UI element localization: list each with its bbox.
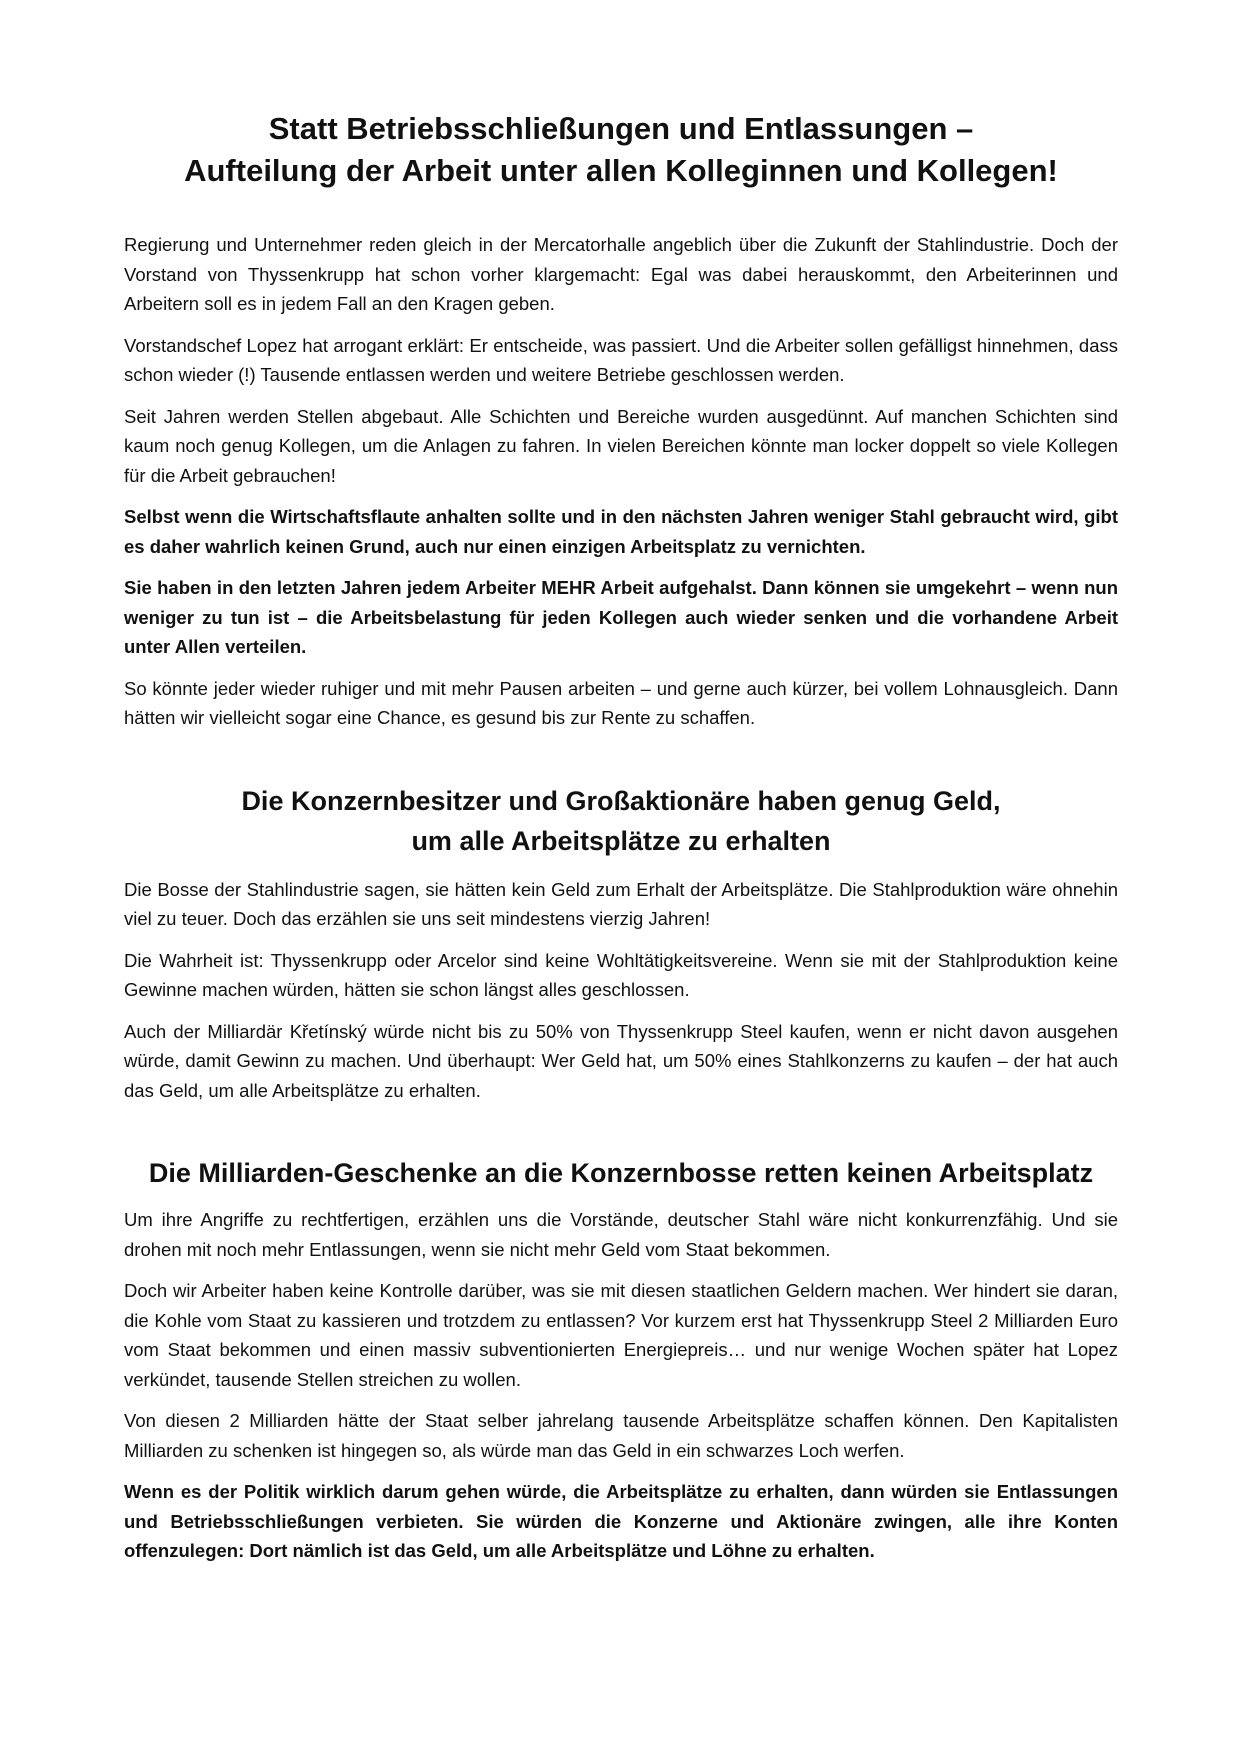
paragraph: Um ihre Angriffe zu rechtfertigen, erzählen uns die Vorstände, deutscher Stahl wäre nicht konkurrenzfähig. Und sie drohen mit noch mehr Entlassungen, wenn sie nicht mehr Geld vom Staat bekommen.	[124, 1209, 1118, 1260]
paragraph: So könnte jeder wieder ruhiger und mit mehr Pausen arbeiten – und gerne auch kürzer, bei vollem Lohnausgleich. Dann hätten wir vielleicht sogar eine Chance, es gesund bis zur Rente zu schaffen.	[124, 677, 1118, 728]
paragraph: Die Wahrheit ist: Thyssenkrupp oder Arcelor sind keine Wohltätigkeitsvereine. Wenn sie mit der Stahlproduktion keine Gewinne machen würden, hätten sie schon längst alles geschlossen.	[124, 949, 1118, 1000]
page-title-line-2: Aufteilung der Arbeit unter allen Kolleginnen und Kollegen!	[184, 153, 1058, 188]
section-konzernbesitzer	[124, 781, 1118, 1106]
bold-paragraph: Selbst wenn die Wirtschaftsflaute anhalten sollte und in den nächsten Jahren weniger Stahl gebraucht wird, gibt es daher wahrlich keinen Grund, auch nur einen einzigen Arbeitsplatz zu vernichten.	[124, 506, 1118, 557]
page-title-line-1: Statt Betriebsschließungen und Entlassungen –	[268, 111, 974, 146]
paragraph: Die Bosse der Stahlindustrie sagen, sie hätten kein Geld zum Erhalt der Arbeitsplätze. Die Stahlproduktion wäre ohnehin viel zu teuer. Doch das erzählen sie uns seit mindestens vierzig Jahren!	[124, 878, 1118, 929]
section-intro	[124, 230, 1118, 733]
section-milliarden-geschenke	[124, 1153, 1118, 1566]
section-heading	[124, 781, 1118, 861]
page-title	[124, 108, 1118, 192]
section-heading-line-2: um alle Arbeitsplätze zu erhalten	[411, 825, 831, 856]
paragraph: Doch wir Arbeiter haben keine Kontrolle darüber, was sie mit diesen staatlichen Geldern machen. Wer hindert sie daran, die Kohle vom Staat zu kassieren und trotzdem zu entlassen? Vor kurzem erst hat Thyssenkrupp Steel 2 Milliarden Euro vom Staat bekommen und einen massiv subventionierten Energiepreis… und nur wenige Wochen später hat Lopez verkündet, tausende Stellen streichen zu wollen.	[124, 1280, 1118, 1390]
paragraph: Regierung und Unternehmer reden gleich in der Mercatorhalle angeblich über die Zukunft der Stahlindustrie. Doch der Vorstand von Thyssenkrupp hat schon vorher klargemacht: Egal was dabei herauskommt, den Arbeiterinnen und Arbeitern soll es in jedem Fall an den Kragen geben.	[124, 234, 1118, 314]
section-heading: Die Milliarden-Geschenke an die Konzernbosse retten keinen Arbeitsplatz	[148, 1158, 1094, 1188]
section-heading-line-1: Die Konzernbesitzer und Großaktionäre haben genug Geld,	[241, 785, 1001, 816]
bold-paragraph: Wenn es der Politik wirklich darum gehen würde, die Arbeitsplätze zu erhalten, dann würden sie Entlassungen und Betriebsschließungen verbieten. Sie würden die Konzerne und Aktionäre zwingen, alle ihre Konten offenzulegen: Dort nämlich ist das Geld, um alle Arbeitsplätze und Löhne zu erhalten.	[124, 1481, 1118, 1561]
bold-paragraph: Sie haben in den letzten Jahren jedem Arbeiter MEHR Arbeit aufgehalst. Dann können sie umgekehrt – wenn nun weniger zu tun ist – die Arbeitsbelastung für jeden Kollegen auch wieder senken und die vorhandene Arbeit unter Allen verteilen.	[124, 577, 1118, 657]
paragraph: Seit Jahren werden Stellen abgebaut. Alle Schichten und Bereiche wurden ausgedünnt. Auf manchen Schichten sind kaum noch genug Kollegen, um die Anlagen zu fahren. In vielen Bereichen könnte man locker doppelt so viele Kollegen für die Arbeit gebrauchen!	[124, 405, 1118, 486]
paragraph: Von diesen 2 Milliarden hätte der Staat selber jahrelang tausende Arbeitsplätze schaffen können. Den Kapitalisten Milliarden zu schenken ist hingegen so, als würde man das Geld in ein schwarzes Loch werfen.	[124, 1410, 1118, 1461]
paragraph: Vorstandschef Lopez hat arrogant erklärt: Er entscheide, was passiert. Und die Arbeiter sollen gefälligst hinnehmen, dass schon wieder (!) Tausende entlassen werden und weitere Betriebe geschlossen werden.	[124, 334, 1118, 385]
paragraph: Auch der Milliardär Křetínský würde nicht bis zu 50% von Thyssenkrupp Steel kaufen, wenn er nicht davon ausgehen würde, damit Gewinn zu machen. Und überhaupt: Wer Geld hat, um 50% eines Stahlkonzerns zu kaufen – der hat auch das Geld, um alle Arbeitsplätze zu erhalten.	[124, 1020, 1118, 1101]
